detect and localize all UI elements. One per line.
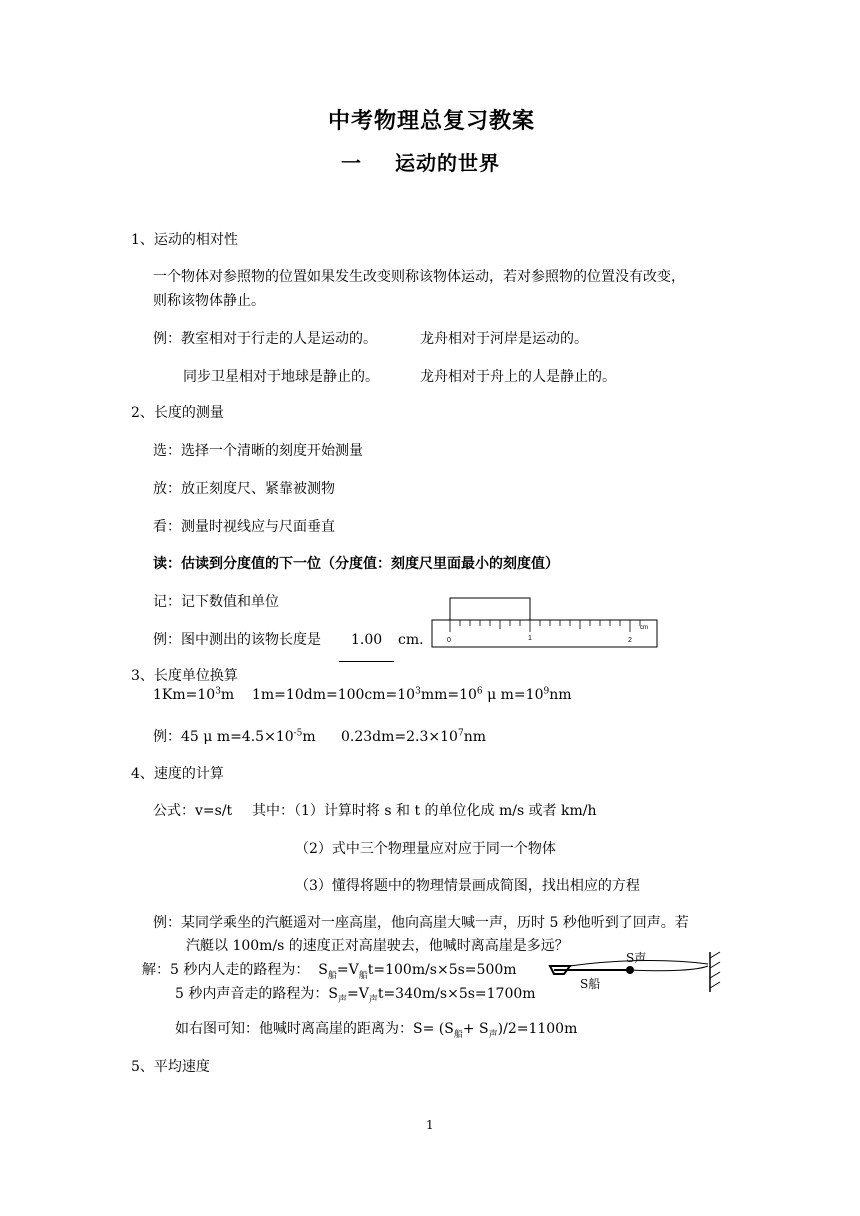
section-1-paragraph-line-1: 一个物体对参照物的位置如果发生改变则称该物体运动，若对参照物的位置没有改变，	[153, 269, 685, 285]
section-5-heading: 5、平均速度	[131, 1059, 210, 1075]
speed-note-2: （2）式中三个物理量应对应于同一个物体	[295, 841, 556, 857]
speed-example-line-1: 例：某同学乘坐的汽艇遥对一座高崖，他向高崖大喊一声，历时 5 秒他听到了回声。若	[153, 915, 689, 931]
sound-return-line	[630, 966, 708, 971]
ruler-label-0: 0	[447, 637, 451, 644]
section-4-heading: 4、速度的计算	[131, 766, 224, 782]
unit-conversion-line: $1Km=10^3m$ $1m=10dm=100cm=10^3mm=10^6$ μ $m=10^9nm$	[153, 686, 572, 703]
solution-line-1: 解：5 秒内人走的路程为： $S_船=V_船t=100m/s\times 5s=500m$	[142, 962, 517, 981]
label-s-sound: S声	[626, 951, 647, 965]
measure-value: 1.00	[339, 631, 394, 662]
measured-object	[450, 598, 530, 620]
ruler-figure	[430, 596, 660, 650]
speed-note-3: （3）懂得将题中的物理情景画成简图，找出相应的方程	[295, 878, 640, 894]
cliff-hatching	[710, 952, 720, 988]
step-place: 放：放正刻度尺、紧靠被测物	[153, 481, 335, 497]
step-record: 记：记下数值和单位	[153, 594, 279, 610]
ruler-body	[432, 620, 657, 647]
chapter-number: 一	[341, 151, 362, 175]
step-read: 读：估读到分度值的下一位（分度值：刻度尺里面最小的刻度值）	[153, 556, 559, 572]
speed-note-1: 其中：（1）计算时将 s 和 t 的单位化成 m/s 或者 km/h	[252, 803, 597, 819]
page-title: 中考物理总复习教案	[328, 108, 536, 134]
section-1-example-c: 同步卫星相对于地球是静止的。	[183, 369, 379, 385]
section-1-example-a: 例：教室相对于行走的人是运动的。	[153, 331, 377, 347]
section-3-heading: 3、长度单位换算	[131, 668, 238, 684]
page-number: 1	[426, 1118, 434, 1132]
speed-example-line-2: 汽艇以 100m/s 的速度正对高崖驶去，他喊时离高崖是多远？	[186, 938, 569, 954]
step-look: 看：测量时视线应与尺面垂直	[153, 519, 335, 535]
unit-example-b: $0.23dm=2.3\times 10^7nm$	[341, 728, 486, 745]
ruler-label-2: 2	[628, 637, 632, 644]
ruler-ticks	[450, 620, 640, 632]
measure-example-unit: cm.	[398, 632, 424, 648]
ruler-label-1: 1	[528, 635, 532, 642]
step-select: 选：选择一个清晰的刻度开始测量	[153, 443, 363, 459]
label-s-boat: S船	[580, 977, 601, 991]
measure-example-value	[339, 631, 394, 662]
unit-example-a: 例：45 μ $m=4.5\times 10^{-5}m$	[153, 728, 316, 745]
solution-line-3: 如右图可知：他喊时离高崖的距离为：$S= (S_船+ S_声)/2=1100m$	[175, 1021, 578, 1040]
section-1-heading: 1、运动的相对性	[131, 232, 238, 248]
section-2-heading: 2、长度的测量	[131, 405, 224, 421]
ruler-unit: cm	[640, 625, 648, 631]
measure-example-prefix: 例：图中测出的该物长度是	[153, 632, 321, 648]
speed-formula: 公式：v=s/t	[153, 803, 233, 819]
echo-figure	[548, 948, 728, 1000]
section-1-paragraph-line-2: 则称该物体静止。	[153, 293, 265, 309]
chapter-title: 运动的世界	[395, 151, 500, 175]
solution-line-2: 5 秒内声音走的路程为：$S_声=V_声t=340m/s\times 5s=1700m$	[175, 986, 536, 1005]
section-1-example-d: 龙舟相对于舟上的人是静止的。	[420, 369, 616, 385]
section-1-example-b: 龙舟相对于河岸是运动的。	[420, 331, 588, 347]
